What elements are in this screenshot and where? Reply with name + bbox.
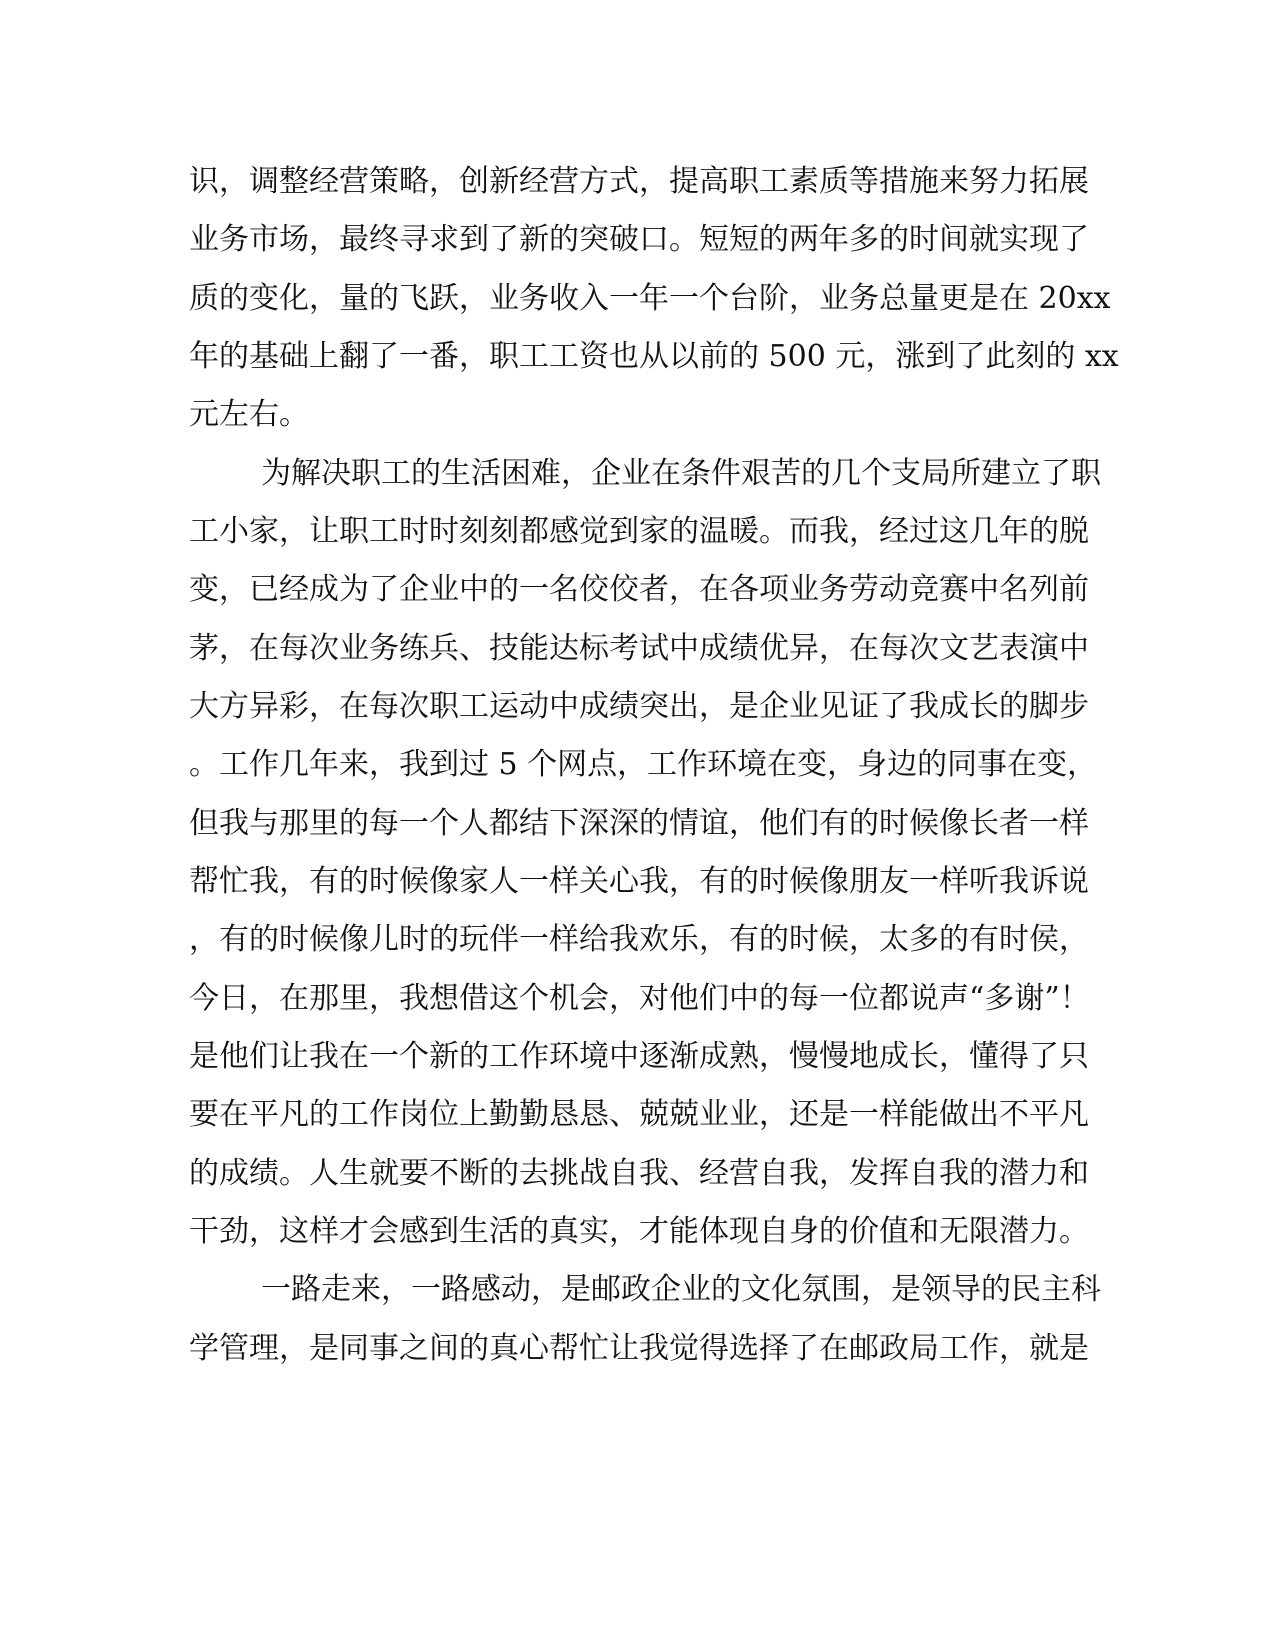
text-line: 。工作几年来，我到过 5 个网点，工作环境在变，身边的同事在变， <box>189 747 1098 782</box>
text-line: 元左右。 <box>189 397 309 432</box>
paragraph-start-line: 一路走来，一路感动，是邮政企业的文化氛围，是领导的民主科 <box>261 1272 1101 1307</box>
text-line: ，有的时候像儿时的玩伴一样给我欢乐，有的时候，太多的有时侯， <box>189 922 1089 957</box>
text-line: 今日，在那里，我想借这个机会，对他们中的每一位都说声“多谢”！ <box>189 981 1090 1016</box>
text-line: 但我与那里的每一个人都结下深深的情谊，他们有的时候像长者一样 <box>189 806 1089 841</box>
text-line: 变，已经成为了企业中的一名佼佼者，在各项业务劳动竞赛中名列前 <box>189 572 1089 607</box>
text-line: 帮忙我，有的时候像家人一样关心我，有的时候像朋友一样听我诉说 <box>189 864 1089 899</box>
text-line: 的成绩。人生就要不断的去挑战自我、经营自我，发挥自我的潜力和 <box>189 1156 1089 1191</box>
text-line: 工小家，让职工时时刻刻都感觉到家的温暖。而我，经过这几年的脱 <box>189 514 1089 549</box>
text-line: 大方异彩，在每次职工运动中成绩突出，是企业见证了我成长的脚步 <box>189 689 1089 724</box>
paragraph-start-line: 为解决职工的生活困难，企业在条件艰苦的几个支局所建立了职 <box>261 456 1101 491</box>
text-line: 茅，在每次业务练兵、技能达标考试中成绩优异，在每次文艺表演中 <box>189 631 1089 666</box>
text-line: 业务市场，最终寻求到了新的突破口。短短的两年多的时间就实现了 <box>189 222 1089 257</box>
text-line: 干劲，这样才会感到生活的真实，才能体现自身的价值和无限潜力。 <box>189 1214 1089 1249</box>
text-line: 要在平凡的工作岗位上勤勤恳恳、兢兢业业，还是一样能做出不平凡 <box>189 1097 1089 1132</box>
text-line: 年的基础上翻了一番，职工工资也从以前的 500 元，涨到了此刻的 xx <box>189 339 1119 374</box>
text-line: 质的变化，量的飞跃，业务收入一年一个台阶，业务总量更是在 20xx <box>189 281 1111 316</box>
text-line: 识，调整经营策略，创新经营方式，提高职工素质等措施来努力拓展 <box>189 164 1089 199</box>
text-line: 学管理，是同事之间的真心帮忙让我觉得选择了在邮政局工作，就是 <box>189 1331 1089 1366</box>
text-line: 是他们让我在一个新的工作环境中逐渐成熟，慢慢地成长，懂得了只 <box>189 1039 1089 1074</box>
